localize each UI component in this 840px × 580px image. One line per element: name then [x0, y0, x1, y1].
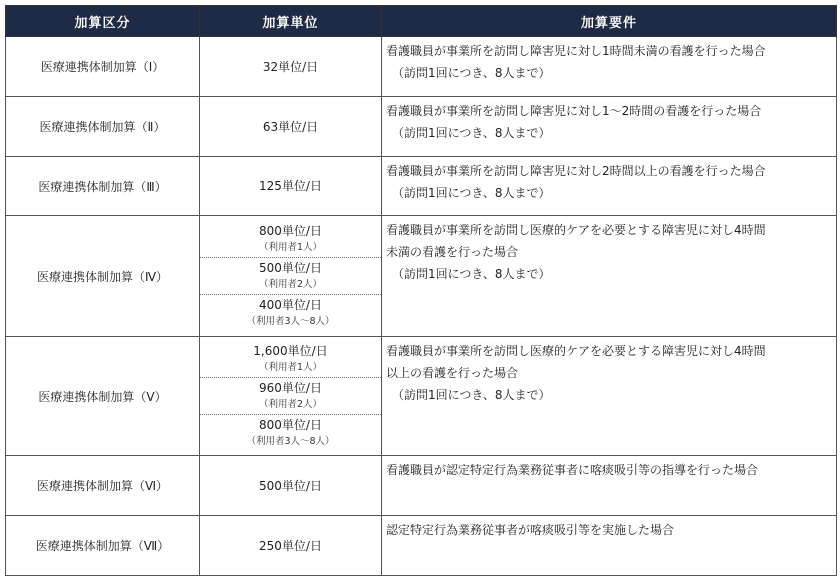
unit-value: 400単位/日	[259, 298, 322, 312]
table-row	[6, 97, 837, 157]
table-row	[6, 337, 837, 456]
requirement-note: （訪問1回につき、8人まで）	[392, 126, 551, 140]
unit-value: 800単位/日	[259, 418, 322, 432]
category-cell: 医療連携体制加算（Ⅴ）	[6, 337, 200, 456]
header-row	[6, 6, 837, 37]
unit-value: 500単位/日	[259, 261, 322, 275]
unit-cell	[200, 516, 382, 576]
requirement-cell	[382, 337, 837, 456]
unit-tier	[200, 258, 381, 295]
unit-condition: （利用者2人）	[258, 279, 323, 290]
unit-tier	[200, 415, 381, 451]
unit-condition: （利用者3人～8人）	[246, 316, 335, 327]
header-unit: 加算単位	[200, 6, 382, 37]
requirement-text: 認定特定行為業務従事者が喀痰吸引等を実施した場合	[386, 523, 675, 537]
category-cell: 医療連携体制加算（Ⅳ）	[6, 216, 200, 337]
unit-cell	[200, 157, 382, 216]
requirement-text: 看護職員が認定特定行為業務従事者に喀痰吸引等の指導を行った場合	[386, 463, 759, 477]
category-cell: 医療連携体制加算（Ⅱ）	[6, 97, 200, 157]
requirement-text: 看護職員が事業所を訪問し障害児に対し1～2時間の看護を行った場合	[386, 104, 762, 118]
addition-table	[5, 5, 837, 576]
requirement-note: （訪問1回につき、8人まで）	[392, 186, 551, 200]
table-row	[6, 157, 837, 216]
unit-tier	[200, 295, 381, 331]
unit-condition: （利用者3人～8人）	[246, 436, 335, 447]
table-row	[6, 37, 837, 97]
unit-value: 1,600単位/日	[253, 344, 328, 358]
unit-cell	[200, 97, 382, 157]
unit-tier	[200, 221, 381, 258]
unit-cell	[200, 456, 382, 516]
requirement-cell	[382, 516, 837, 576]
category-cell: 医療連携体制加算（Ⅶ）	[6, 516, 200, 576]
requirement-text: 看護職員が事業所を訪問し医療的ケアを必要とする障害児に対し4時間	[386, 223, 766, 237]
unit-cell	[200, 216, 382, 337]
table-row	[6, 456, 837, 516]
unit-cell	[200, 337, 382, 456]
table-row	[6, 216, 837, 337]
unit-value: 500単位/日	[259, 478, 322, 493]
requirement-text: 看護職員が事業所を訪問し障害児に対し1時間未満の看護を行った場合	[386, 44, 766, 58]
requirement-cell	[382, 37, 837, 97]
table-row	[6, 516, 837, 576]
unit-value: 63単位/日	[262, 119, 319, 134]
requirement-cell	[382, 157, 837, 216]
requirement-cell	[382, 97, 837, 157]
unit-condition: （利用者2人）	[258, 399, 323, 410]
requirement-text: 未満の看護を行った場合	[386, 245, 519, 259]
requirement-cell	[382, 456, 837, 516]
requirement-cell	[382, 216, 837, 337]
unit-value: 250単位/日	[259, 538, 322, 553]
unit-condition: （利用者1人）	[258, 242, 323, 253]
unit-tier	[200, 341, 381, 378]
requirement-text: 以上の看護を行った場合	[386, 366, 519, 380]
unit-value: 125単位/日	[259, 179, 322, 193]
requirement-note: （訪問1回につき、8人まで）	[392, 66, 551, 80]
requirement-text: 看護職員が事業所を訪問し障害児に対し2時間以上の看護を行った場合	[386, 164, 766, 178]
header-requirement: 加算要件	[382, 6, 837, 37]
unit-value: 32単位/日	[262, 59, 319, 74]
unit-condition: （利用者1人）	[258, 362, 323, 373]
category-cell: 医療連携体制加算（Ⅰ）	[6, 37, 200, 97]
unit-tier	[200, 378, 381, 415]
requirement-note: （訪問1回につき、8人まで）	[392, 388, 551, 402]
requirement-text: 看護職員が事業所を訪問し医療的ケアを必要とする障害児に対し4時間	[386, 344, 766, 358]
unit-value: 960単位/日	[259, 381, 322, 395]
category-cell: 医療連携体制加算（Ⅵ）	[6, 456, 200, 516]
category-cell: 医療連携体制加算（Ⅲ）	[6, 157, 200, 216]
requirement-note: （訪問1回につき、8人まで）	[392, 267, 551, 281]
unit-value: 800単位/日	[259, 224, 322, 238]
header-category: 加算区分	[6, 6, 200, 37]
unit-cell	[200, 37, 382, 97]
